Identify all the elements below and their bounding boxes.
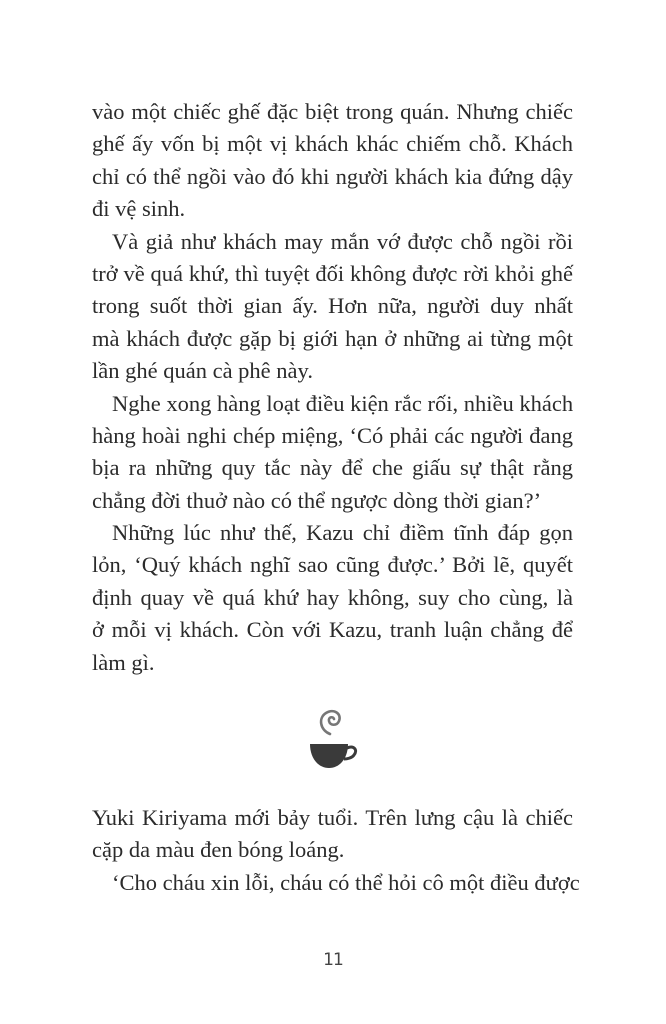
text-line: Những lúc như thế, Kazu chỉ điềm tĩnh đáp gọn bbox=[112, 520, 573, 546]
text-line: ghế ấy vốn bị một vị khách khác chiếm chỗ. Khách bbox=[92, 131, 573, 157]
text-line: định quay về quá khứ hay không, suy cho cùng, là bbox=[92, 584, 573, 610]
text-line: mà khách được gặp bị giới hạn ở những ai từng một bbox=[92, 325, 573, 351]
text-line: vào một chiếc ghế đặc biệt trong quán. Nhưng chiếc bbox=[92, 99, 573, 124]
text-line: làm gì. bbox=[92, 649, 155, 675]
page-number: 11 bbox=[323, 950, 343, 970]
text-line: chỉ có thể ngồi vào đó khi người khách kia đứng dậy bbox=[92, 163, 573, 189]
text-line: chẳng đời thuở nào có thể ngược dòng thời gian?’ bbox=[92, 487, 542, 513]
text-line: trong suốt thời gian ấy. Hơn nữa, người duy nhất bbox=[92, 293, 573, 319]
coffee-cup-steam-icon bbox=[306, 708, 362, 770]
text-line: Và giả như khách may mắn vớ được chỗ ngồi rồi bbox=[112, 228, 573, 254]
text-line: trở về quá khứ, thì tuyệt đối không được rời khỏi ghế bbox=[92, 260, 573, 286]
text-line: đi vệ sinh. bbox=[92, 196, 186, 222]
text-line: Nghe xong hàng loạt điều kiện rắc rối, nhiều khách bbox=[112, 390, 574, 416]
text-line: hàng hoài nghi chép miệng, ‘Có phải các người đang bbox=[92, 422, 573, 448]
text-line: Yuki Kiriyama mới bảy tuổi. Trên lưng cậu là chiếc bbox=[92, 805, 573, 830]
text-line: ‘Cho cháu xin lỗi, cháu có thể hỏi cô một điều được bbox=[112, 869, 580, 895]
text-line: ở mỗi vị khách. Còn với Kazu, tranh luận chẳng để bbox=[92, 617, 573, 643]
text-block-top bbox=[92, 96, 573, 679]
text-line: lần ghé quán cà phê này. bbox=[92, 358, 313, 384]
text-line: lỏn, ‘Quý khách nghĩ sao cũng được.’ Bởi lẽ, quyết bbox=[92, 552, 573, 578]
text-line: bịa ra những quy tắc này để che giấu sự thật rằng bbox=[92, 455, 573, 481]
text-line: cặp da màu đen bóng loáng. bbox=[92, 837, 345, 863]
text-block-bottom bbox=[92, 802, 580, 899]
